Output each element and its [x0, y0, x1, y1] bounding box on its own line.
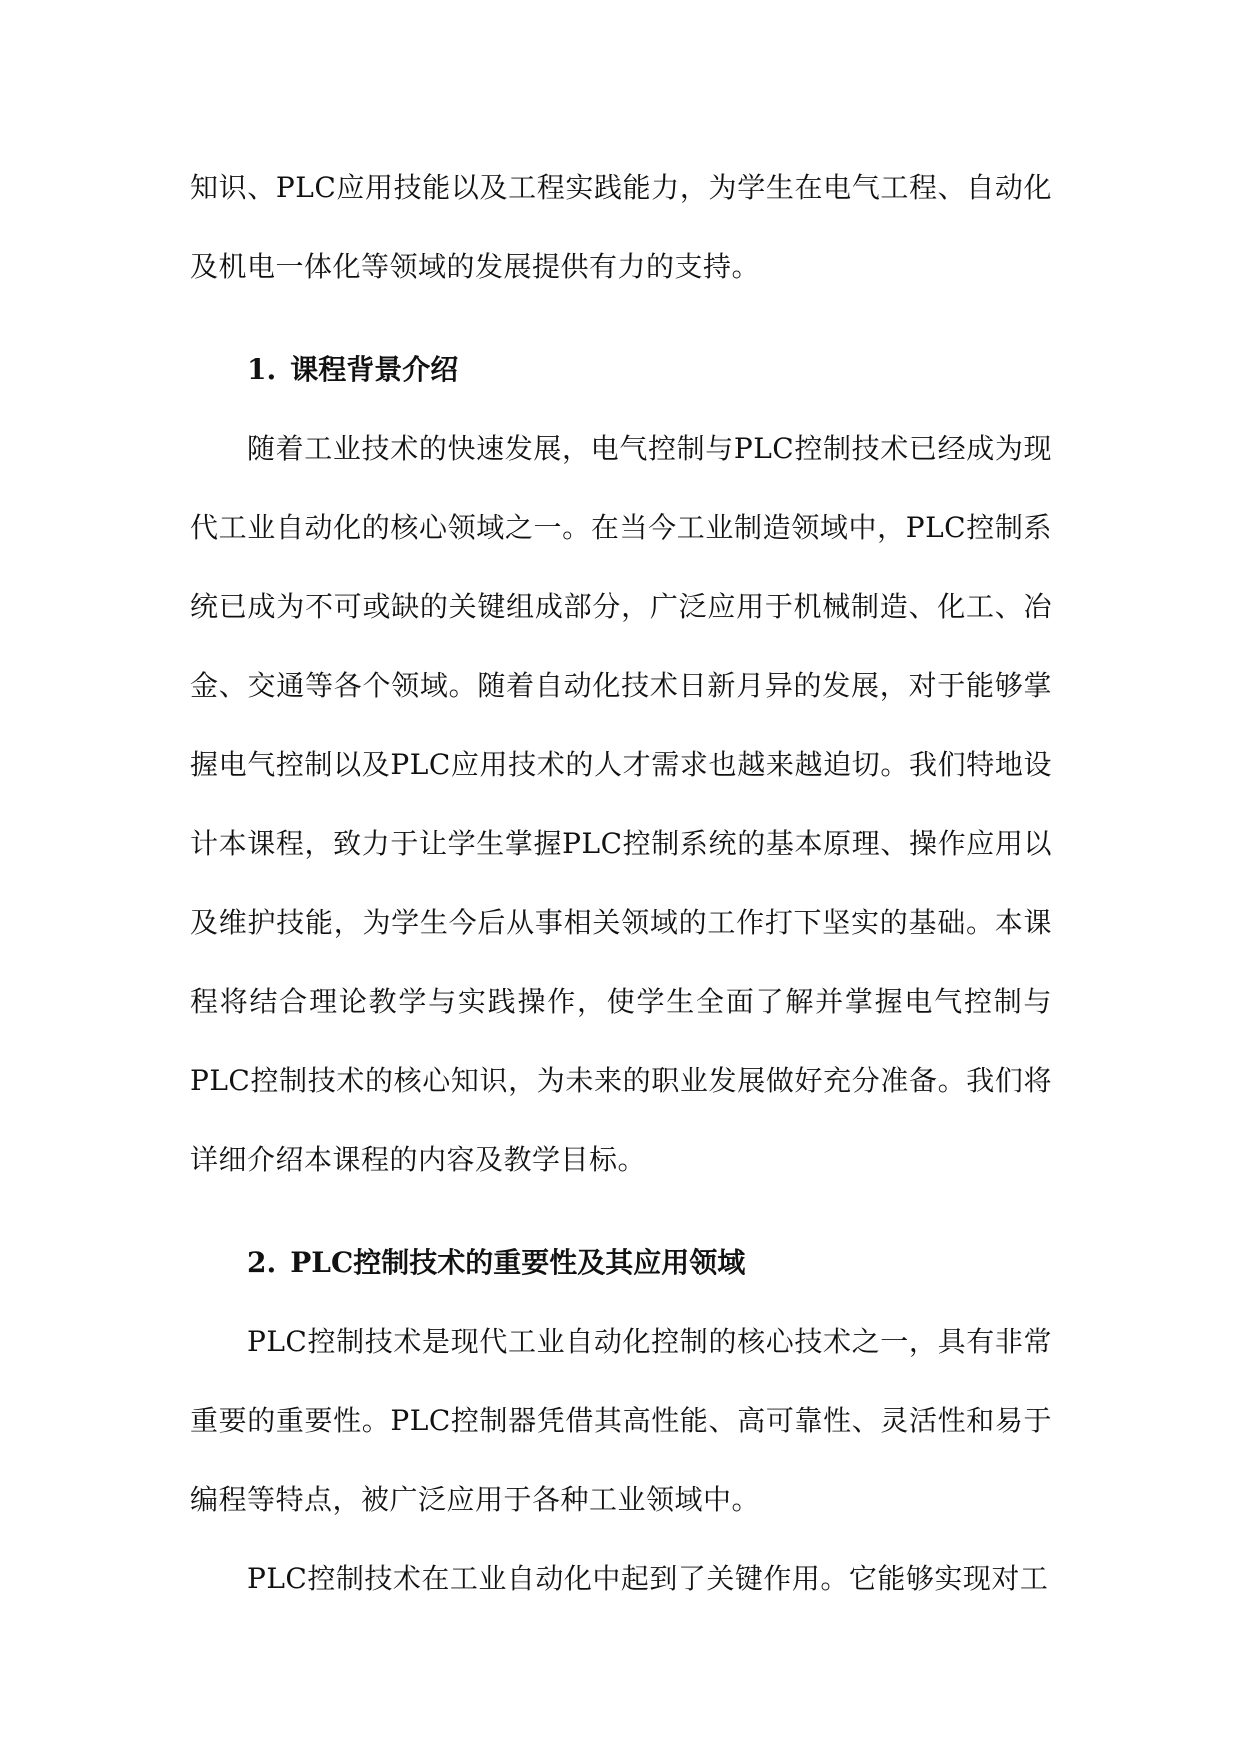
section-2-number: 2. [247, 1246, 277, 1279]
section-2-paragraph-1: PLC控制技术是现代工业自动化控制的核心技术之一，具有非常重要的重要性。PLC控制器凭借其高性能、高可靠性、灵活性和易于编程等特点，被广泛应用于各种工业领域中。 [190, 1325, 1052, 1516]
section-1-title: 课程背景介绍 [290, 353, 459, 386]
section-1-number: 1. [247, 353, 277, 386]
section-1-paragraph-1: 随着工业技术的快速发展，电气控制与PLC控制技术已经成为现代工业自动化的核心领域之一。在当今工业制造领域中，PLC控制系统已成为不可或缺的关键组成部分，广泛应用于机械制造、化工、冶金、交通等各个领域。随着自动化技术日新月异的发展，对于能够掌握电气控制以及PLC应用技术的人才需求也越来越迫切。我们特地设计本课程，致力于让学生掌握PLC控制系统的基本原理、操作应用以及维护技能，为学生今后从事相关领域的工作打下坚实的基础。本课程将结合理论教学与实践操作，使学生全面了解并掌握电气控制与PLC控制技术的核心知识，为未来的职业发展做好充分准备。我们将详细介绍本课程的内容及教学目标。 [190, 432, 1052, 1176]
document-body [190, 148, 1052, 1618]
intro-continuation-paragraph: 知识、PLC应用技能以及工程实践能力，为学生在电气工程、自动化及机电一体化等领域的发展提供有力的支持。 [190, 171, 1052, 283]
section-2-title: PLC控制技术的重要性及其应用领域 [290, 1246, 746, 1279]
section-gap [190, 306, 1052, 330]
section-2-heading [190, 1223, 1052, 1302]
section-1-heading [190, 330, 1052, 409]
section-gap [190, 1199, 1052, 1223]
section-2-paragraph-2: PLC控制技术在工业自动化中起到了关键作用。它能够实现对工 [247, 1562, 1049, 1595]
